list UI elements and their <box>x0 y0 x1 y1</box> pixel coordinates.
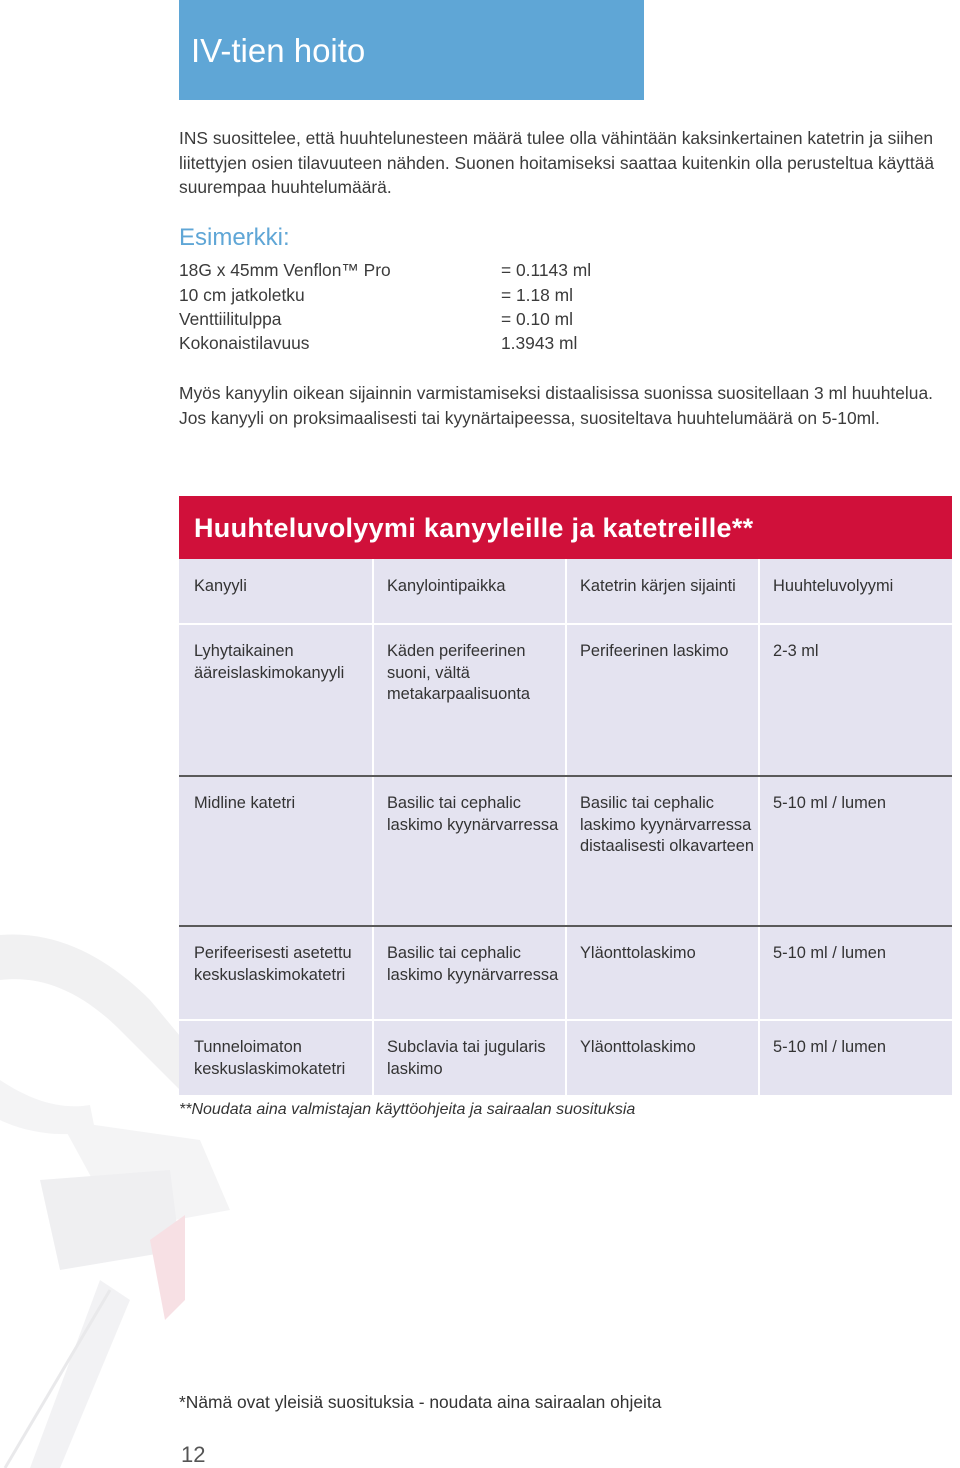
table-cell: 2-3 ml <box>773 642 819 660</box>
table-cell: Perifeerisesti asetettu keskuslaskimokatetri <box>194 944 352 984</box>
table-cell: Perifeerinen laskimo <box>580 642 729 660</box>
example-heading: Esimerkki: <box>179 224 290 251</box>
table-cell: 5-10 ml / lumen <box>773 1038 886 1056</box>
table-cell: Basilic tai cephalic laskimo kyynärvarressa <box>387 794 559 834</box>
intro-paragraph: INS suosittelee, että huuhtelunesteen määrä tulee olla vähintään kaksinkertainen katetrin ja siihen liitettyjen osien tilavuuteen nähden. Suonen hoitamiseksi saattaa kuitenkin olla perusteltua käyttää suurempaa huuhtelumäärä. <box>179 128 935 197</box>
example-value: 1.3943 ml <box>501 333 578 353</box>
header-cell: Huuhteluvolyymi <box>773 577 894 595</box>
table-cell: Lyhytaikainen ääreislaskimokanyyli <box>194 642 345 682</box>
table-cell: Yläonttolaskimo <box>580 1038 696 1056</box>
flush-note: Myös kanyylin oikean sijainnin varmistamiseksi distaalisissa suonissa suositellaan 3 ml huuhtelua. Jos kanyyli on proksimaalisesti tai kyynärtaipeessa, suositeltava huuhtelumäärä on 5-10ml. <box>179 383 933 428</box>
table-cell: Basilic tai cephalic laskimo kyynärvarressa <box>387 944 559 984</box>
table-cell: Tunneloimaton keskuslaskimokatetri <box>194 1038 346 1078</box>
page-number: 12 <box>181 1442 206 1467</box>
example-value: = 0.1143 ml <box>501 260 592 280</box>
example-label: Kokonaistilavuus <box>179 333 310 353</box>
table-row <box>179 777 952 927</box>
table-cell: Subclavia tai jugularis laskimo <box>387 1038 546 1078</box>
table-cell: Midline katetri <box>194 794 296 812</box>
table-row <box>179 927 952 1021</box>
title-banner <box>179 0 644 100</box>
example-label: 10 cm jatkoletku <box>179 285 305 305</box>
example-label: 18G x 45mm Venflon™ Pro <box>179 260 391 280</box>
table-row <box>179 1021 952 1097</box>
header-cell: Kanylointipaikka <box>387 577 506 595</box>
table-cell: Käden perifeerinen suoni, vältä metakarpaalisuonta <box>387 642 531 703</box>
table-header-row <box>179 559 952 625</box>
table-row <box>179 625 952 777</box>
example-value: = 1.18 ml <box>501 285 574 305</box>
flush-volume-table <box>179 496 952 1097</box>
table-footnote: **Noudata aina valmistajan käyttöohjeita ja sairaalan suosituksia <box>179 1101 636 1118</box>
table-title: Huuhteluvolyymi kanyyleille ja katetreille** <box>179 496 952 559</box>
page-title: IV-tien hoito <box>191 32 366 69</box>
table-cell: 5-10 ml / lumen <box>773 944 886 962</box>
table-cell: 5-10 ml / lumen <box>773 794 886 812</box>
header-cell: Katetrin kärjen sijainti <box>580 577 736 595</box>
general-recommendation-note: *Nämä ovat yleisiä suosituksia - noudata aina sairaalan ohjeita <box>179 1392 662 1412</box>
table-cell: Basilic tai cephalic laskimo kyynärvarressa distaalisesti olkavarteen <box>580 794 755 855</box>
example-value: = 0.10 ml <box>501 309 574 329</box>
header-cell: Kanyyli <box>194 577 247 595</box>
example-label: Venttiilitulppa <box>179 309 282 329</box>
table-cell: Yläonttolaskimo <box>580 944 696 962</box>
